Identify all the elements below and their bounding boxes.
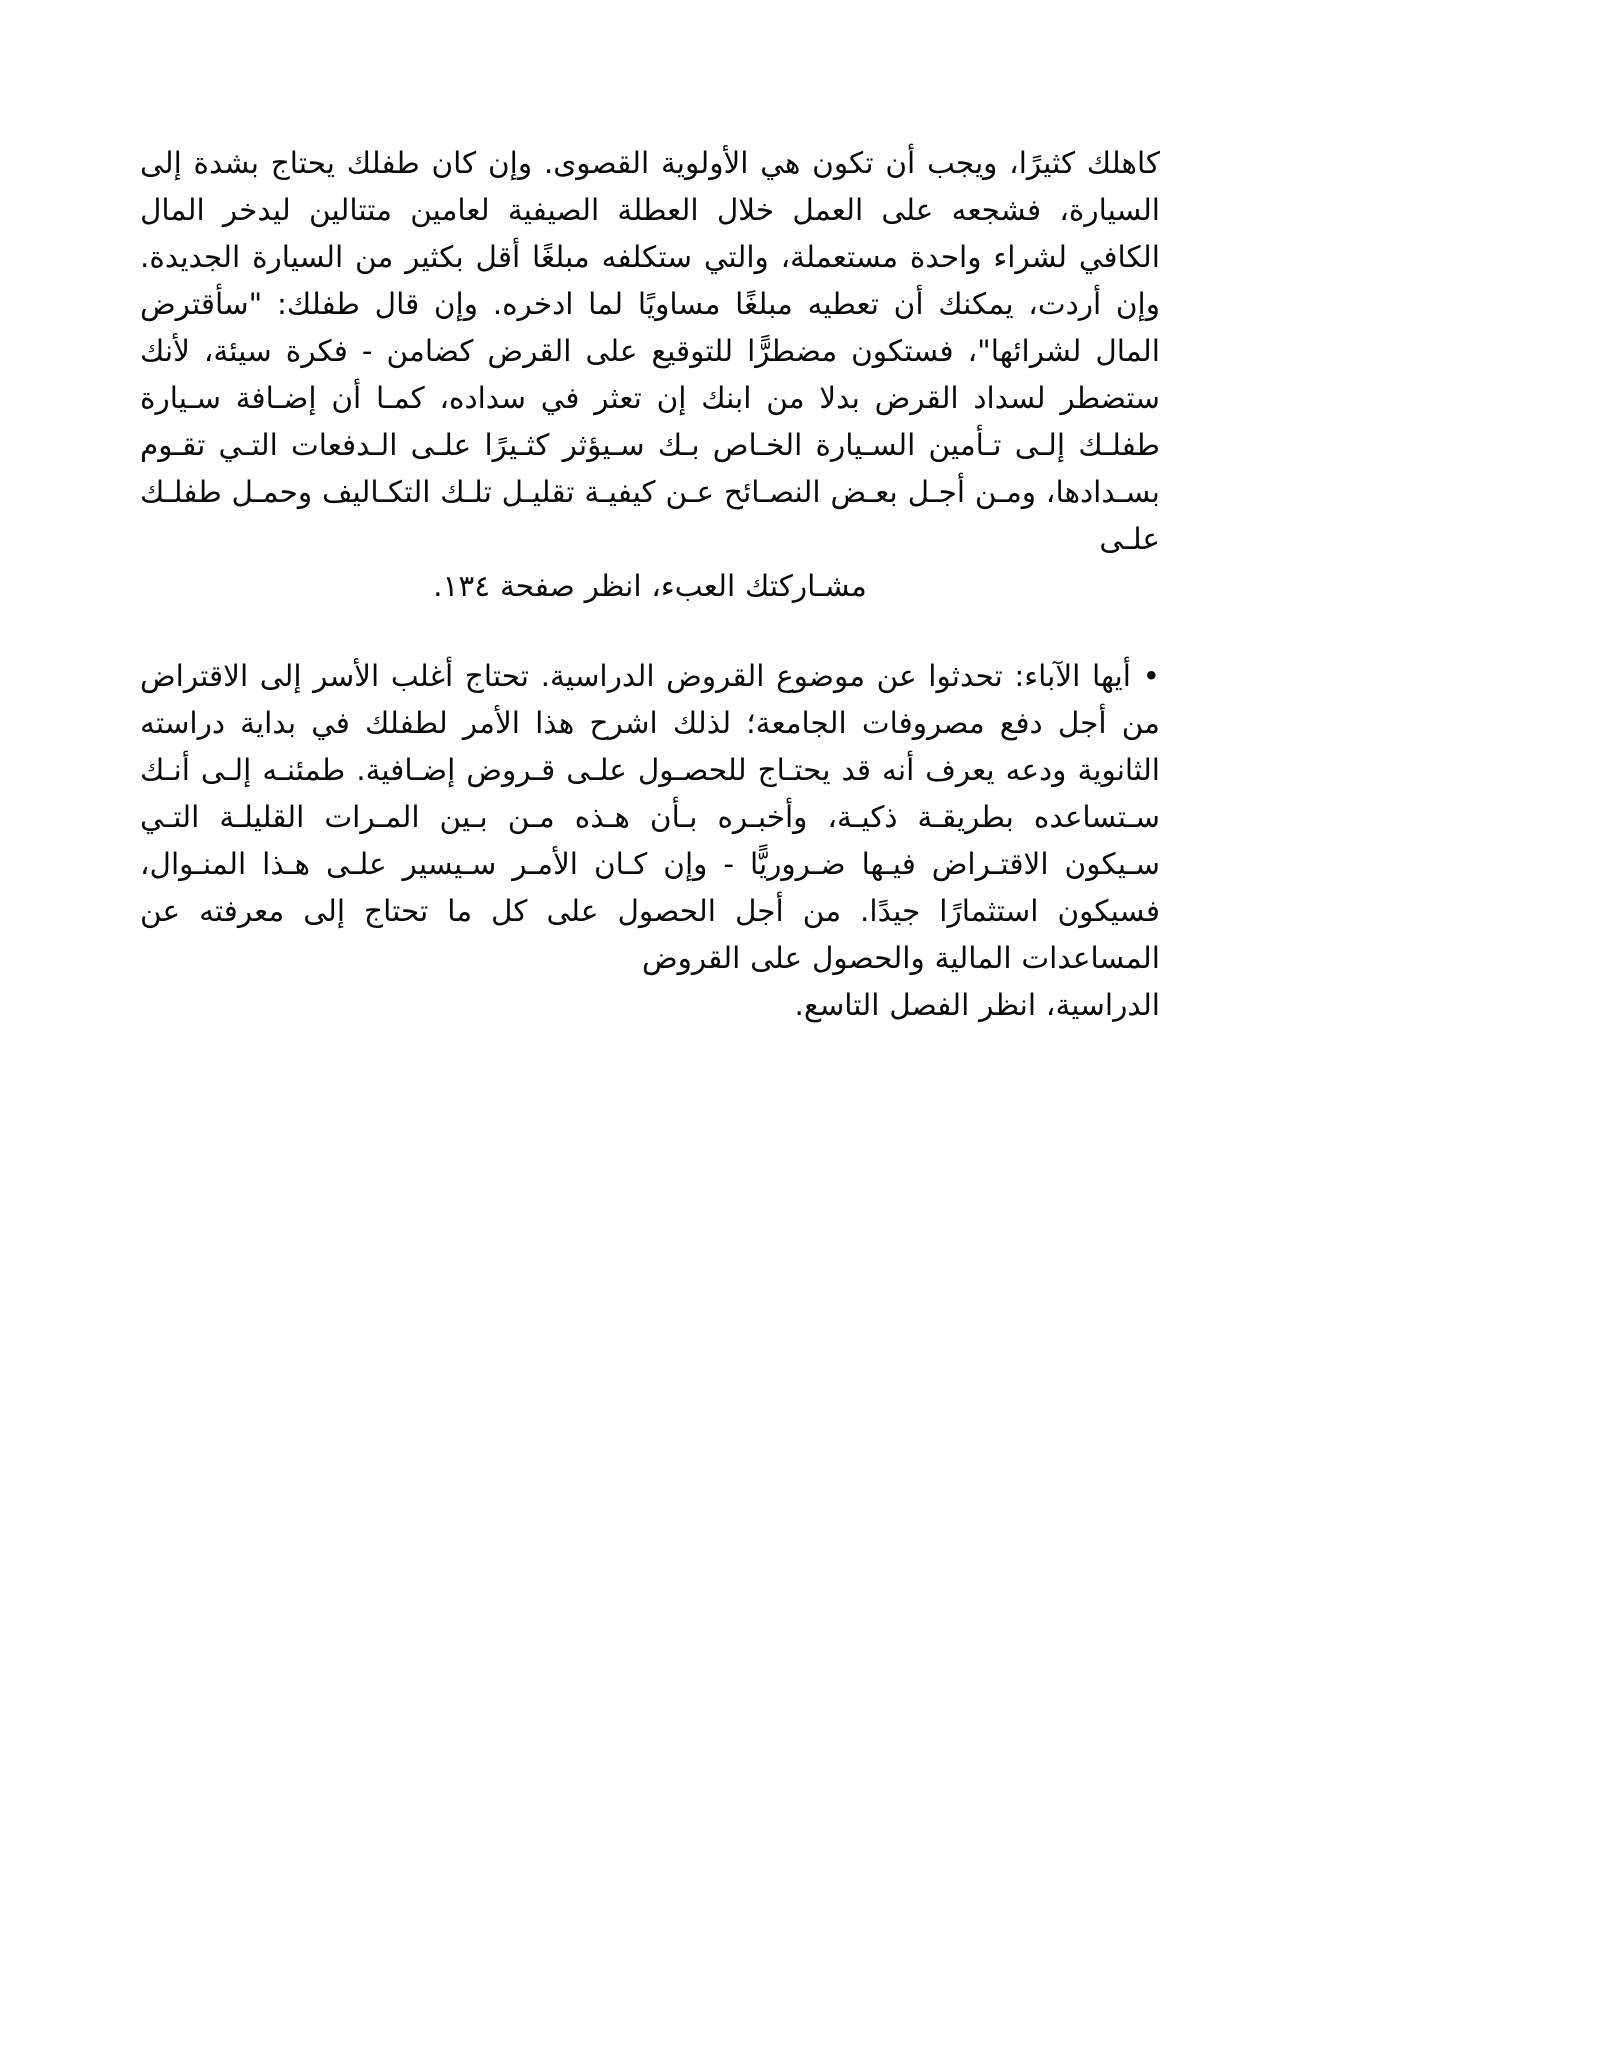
paragraph-one-last-line: مشـاركتك العبء، انظر صفحة ١٣٤.: [433, 569, 867, 603]
text-column: [140, 140, 1160, 1029]
paragraph-two-last-line: الدراسية، انظر الفصل التاسع.: [794, 988, 1160, 1022]
paragraph-two-body: • أيها الآباء: تحدثوا عن موضوع القروض الدراسية. تحتاج أغلب الأسر إلى الاقتراض من أجل دفع مصروفات الجامعة؛ لذلك اشرح هذا الأمر لطفلك في بداية دراسته الثانوية ودعه يعرف أنه قد يحتـاج للحصـول علـى قـروض إضـافية. طمئنـه إلـى أنـك سـتساعده بطريقـة ذكيـة، وأخبـره بـأن هـذه مـن بـين المـرات القليلـة التـي سـيكون الاقتـراض فيـها ضـروريًّا - وإن كـان الأمـر سـيسير علـى هـذا المنـوال، فسيكون استثمارًا جيدًا. من أجل الحصول على كل ما تحتاج إلى معرفته عن المساعدات المالية والحصول على القروض: [140, 659, 1160, 975]
paragraph-one-body: كاهلك كثيرًا، ويجب أن تكون هي الأولوية القصوى. وإن كان طفلك يحتاج بشدة إلى السيارة، فشجعه على العمل خلال العطلة الصيفية لعامين متتالين ليدخر المال الكافي لشراء واحدة مستعملة، والتي ستكلفه مبلغًا أقل بكثير من السيارة الجديدة. وإن أردت، يمكنك أن تعطيه مبلغًا مساويًا لما ادخره. وإن قال طفلك: "سأقترض المال لشرائها"، فستكون مضطرًّا للتوقيع على القرض كضامن - فكرة سيئة، لأنك ستضطر لسداد القرض بدلا من ابنك إن تعثر في سداده، كمـا أن إضـافة سـيارة طفلـك إلـى تـأمين السـيارة الخـاص بـك سـيؤثر كثـيرًا علـى الـدفعات التـي تقـوم بسـدادها، ومـن أجـل بعـض النصـائح عـن كيفيـة تقليـل تلـك التكـاليف وحمـل طفلـك علـى: [140, 146, 1160, 556]
paragraph-one: [140, 140, 1160, 610]
paragraph-two: [140, 653, 1160, 1029]
